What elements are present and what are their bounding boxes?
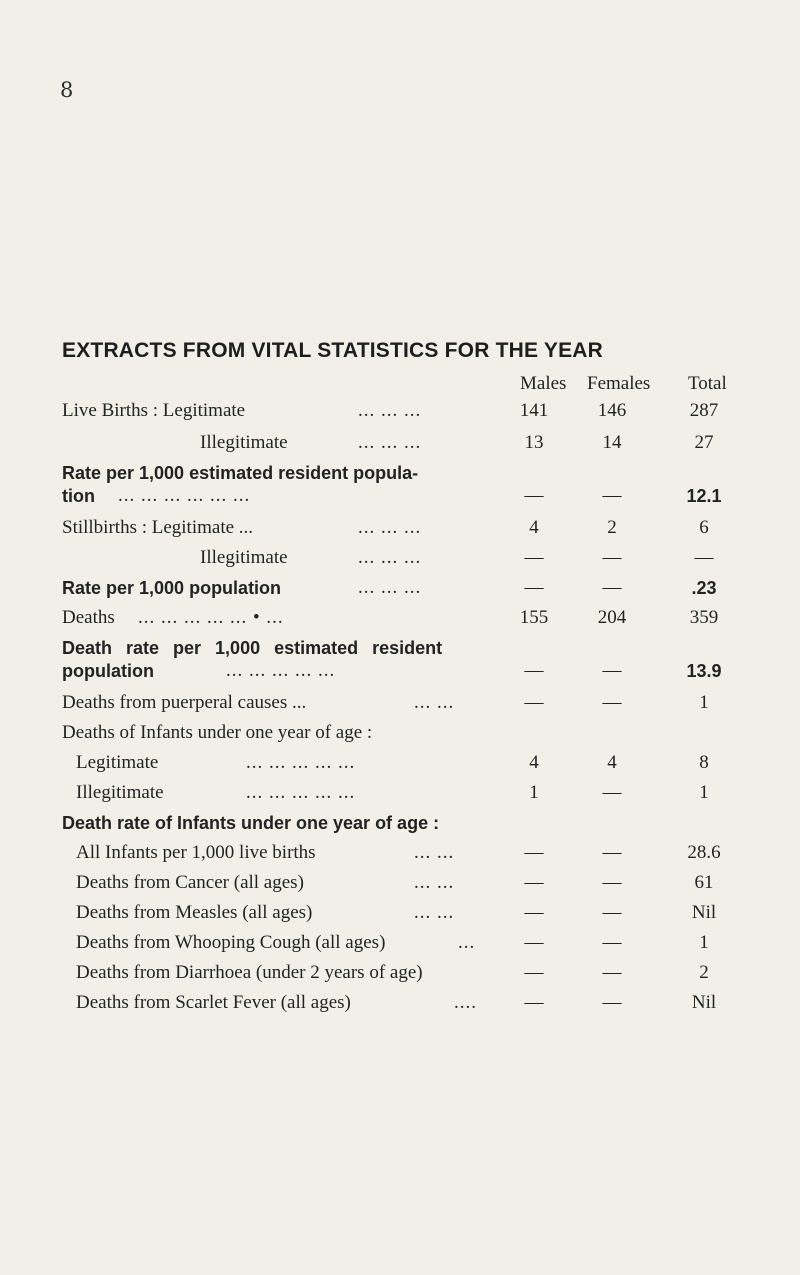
leader-dots: ... ... ... ... ... xyxy=(246,752,356,773)
table-row xyxy=(0,872,800,902)
row-label: Deaths from Scarlet Fever (all ages) xyxy=(76,992,351,1013)
row-label: Illegitimate xyxy=(200,432,288,453)
table-row xyxy=(0,992,800,1022)
row-label: Deaths from Cancer (all ages) xyxy=(76,872,304,893)
cell-total: Nil xyxy=(691,992,717,1013)
row-label: Rate per 1,000 estimated resident popula- xyxy=(62,463,419,483)
cell-females: — xyxy=(602,932,622,953)
cell-total: 27 xyxy=(694,432,714,453)
row-label: Death rate per 1,000 estimated resident xyxy=(62,638,443,658)
table-row xyxy=(0,962,800,992)
cell-females: — xyxy=(602,872,622,893)
column-header-females: Females xyxy=(587,373,651,394)
cell-males: — xyxy=(524,577,544,598)
leader-dots: ... ... ... xyxy=(358,577,422,598)
cell-total: 61 xyxy=(694,872,714,893)
cell-males: — xyxy=(524,842,544,863)
cell-females: — xyxy=(602,547,622,568)
cell-total: 28.6 xyxy=(687,842,721,863)
row-label: Deaths xyxy=(62,607,115,628)
row-label: Rate per 1,000 population xyxy=(62,578,282,598)
cell-females: — xyxy=(602,962,622,983)
cell-total: 13.9 xyxy=(686,661,722,681)
leader-dots: ... xyxy=(458,932,476,953)
cell-total: 1 xyxy=(699,782,709,803)
cell-females: 204 xyxy=(597,607,627,628)
page-number: 8 xyxy=(60,78,74,102)
cell-total: 12.1 xyxy=(686,486,722,506)
cell-males: — xyxy=(524,872,544,893)
cell-total: .23 xyxy=(691,578,717,598)
leader-dots: ... ... xyxy=(414,872,455,893)
cell-total: 8 xyxy=(699,752,709,773)
table-row xyxy=(0,517,800,547)
cell-total: 359 xyxy=(689,607,719,628)
cell-females: — xyxy=(602,692,622,713)
leader-dots: ... ... ... ... ... ... xyxy=(118,485,251,506)
cell-males: — xyxy=(524,902,544,923)
table-title: EXTRACTS FROM VITAL STATISTICS FOR THE YEAR xyxy=(62,339,604,362)
leader-dots: ... ... xyxy=(414,842,455,863)
table-row xyxy=(0,752,800,782)
cell-total: — xyxy=(694,547,714,568)
cell-females: 4 xyxy=(607,752,617,773)
table-row xyxy=(0,577,800,607)
cell-females: — xyxy=(602,660,622,681)
row-label-continued: population xyxy=(62,661,154,681)
table-row xyxy=(0,607,800,637)
cell-females: 14 xyxy=(602,432,622,453)
row-label: Legitimate xyxy=(76,752,159,773)
leader-dots: ... ... ... xyxy=(358,400,422,421)
cell-females: — xyxy=(602,485,622,506)
row-label: Deaths from Diarrhoea (under 2 years of age) xyxy=(76,962,423,983)
row-label: Live Births : Legitimate xyxy=(62,400,246,421)
cell-total: 1 xyxy=(699,932,709,953)
column-header-males: Males xyxy=(520,373,567,394)
section-heading-row xyxy=(0,722,800,752)
cell-males: 1 xyxy=(529,782,539,803)
leader-dots: ... ... ... xyxy=(358,547,422,568)
cell-males: — xyxy=(524,932,544,953)
cell-females: — xyxy=(602,902,622,923)
table-row xyxy=(0,547,800,577)
table-row xyxy=(0,400,800,430)
cell-males: 13 xyxy=(524,432,544,453)
cell-males: — xyxy=(524,660,544,681)
row-label: Deaths of Infants under one year of age : xyxy=(62,722,373,743)
section-heading-row xyxy=(0,812,800,842)
table-row xyxy=(0,902,800,932)
table-row xyxy=(0,462,800,514)
cell-females: — xyxy=(602,782,622,803)
leader-dots: ... ... xyxy=(414,692,455,713)
column-header-total: Total xyxy=(688,373,727,394)
cell-total: 6 xyxy=(699,517,709,538)
row-label: Illegitimate xyxy=(76,782,164,803)
row-label: Deaths from Whooping Cough (all ages) xyxy=(76,932,386,953)
cell-males: — xyxy=(524,692,544,713)
row-label: Illegitimate xyxy=(200,547,288,568)
cell-males: 4 xyxy=(529,517,539,538)
table-row xyxy=(0,932,800,962)
leader-dots: ... ... ... ... ... xyxy=(246,782,356,803)
cell-females: 146 xyxy=(597,400,627,421)
cell-total: 2 xyxy=(699,962,709,983)
leader-dots: ... ... ... ... ... xyxy=(226,660,336,681)
cell-males: — xyxy=(524,547,544,568)
leader-dots: ... ... ... ... ... • ... xyxy=(138,607,284,628)
cell-total: 1 xyxy=(699,692,709,713)
leader-dots: ... ... ... xyxy=(358,517,422,538)
cell-males: — xyxy=(524,485,544,506)
table-row xyxy=(0,842,800,872)
cell-females: — xyxy=(602,842,622,863)
cell-females: — xyxy=(602,577,622,598)
table-row xyxy=(0,692,800,722)
cell-males: 141 xyxy=(519,400,549,421)
row-label: Deaths from Measles (all ages) xyxy=(76,902,313,923)
row-label: Death rate of Infants under one year of age : xyxy=(62,813,440,833)
leader-dots: ... ... xyxy=(414,902,455,923)
table-row xyxy=(0,782,800,812)
cell-males: — xyxy=(524,992,544,1013)
leader-dots: ... ... ... xyxy=(358,432,422,453)
cell-total: Nil xyxy=(691,902,717,923)
row-label: All Infants per 1,000 live births xyxy=(76,842,316,863)
cell-males: — xyxy=(524,962,544,983)
row-label: Stillbirths : Legitimate ... xyxy=(62,517,254,538)
cell-males: 155 xyxy=(519,607,549,628)
row-label-continued: tion xyxy=(62,486,95,506)
table-row xyxy=(0,432,800,462)
leader-dots: .... xyxy=(454,992,477,1013)
cell-females: — xyxy=(602,992,622,1013)
cell-males: 4 xyxy=(529,752,539,773)
table-row xyxy=(0,637,800,689)
cell-total: 287 xyxy=(689,400,719,421)
row-label: Deaths from puerperal causes ... xyxy=(62,692,307,713)
cell-females: 2 xyxy=(607,517,617,538)
